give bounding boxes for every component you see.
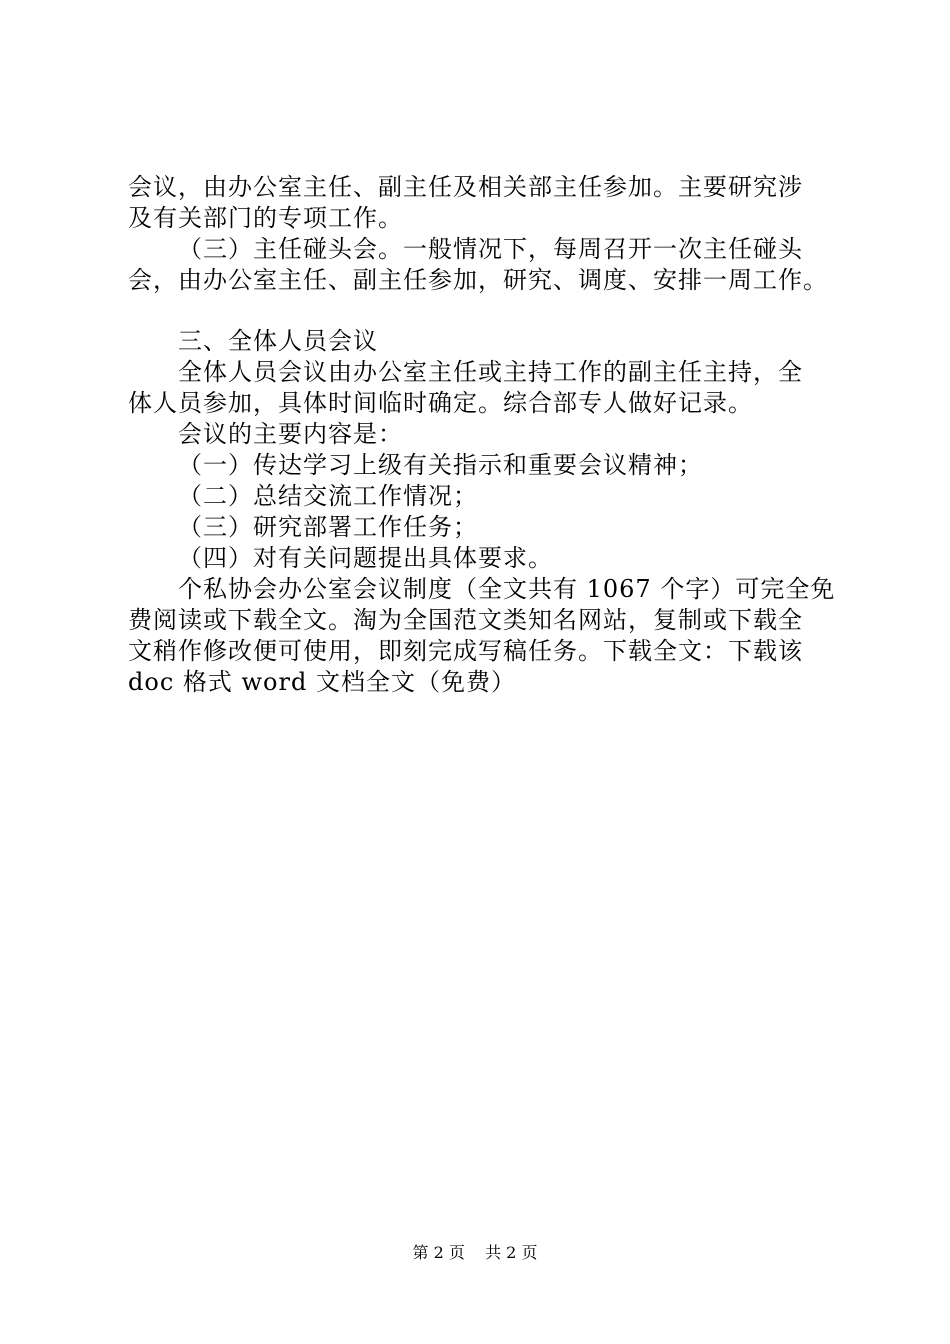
body-line: （三）主任碰头会。一般情况下，每周召开一次主任碰头	[178, 235, 803, 263]
page-footer	[0, 1243, 950, 1263]
section-heading: 三、全体人员会议	[178, 327, 378, 355]
list-item: （一）传达学习上级有关指示和重要会议精神；	[178, 451, 703, 479]
body-line: doc 格式 word 文档全文（免费）	[128, 668, 516, 696]
body-line: 会议，由办公室主任、副主任及相关部主任参加。主要研究涉	[128, 173, 803, 201]
body-line: 体人员参加，具体时间临时确定。综合部专人做好记录。	[128, 389, 753, 417]
body-line: 及有关部门的专项工作。	[128, 204, 403, 232]
body-line: 全体人员会议由办公室主任或主持工作的副主任主持，全	[178, 358, 803, 386]
body-line: 费阅读或下载全文。淘为全国范文类知名网站，复制或下载全	[128, 606, 803, 634]
list-item: （四）对有关问题提出具体要求。	[178, 544, 553, 572]
page-total: 共 2 页	[485, 1243, 538, 1262]
list-item: （三）研究部署工作任务；	[178, 513, 478, 541]
body-line: 会议的主要内容是：	[178, 420, 403, 448]
body-line: 会，由办公室主任、副主任参加，研究、调度、安排一周工作。	[128, 266, 828, 294]
list-item: （二）总结交流工作情况；	[178, 482, 478, 510]
page-number: 第 2 页	[412, 1243, 465, 1262]
body-line: 文稍作修改便可使用，即刻完成写稿任务。下载全文：下载该	[128, 637, 803, 665]
body-line: 个私协会办公室会议制度（全文共有 1067 个字）可完全免	[178, 575, 836, 603]
document-body	[128, 172, 848, 698]
